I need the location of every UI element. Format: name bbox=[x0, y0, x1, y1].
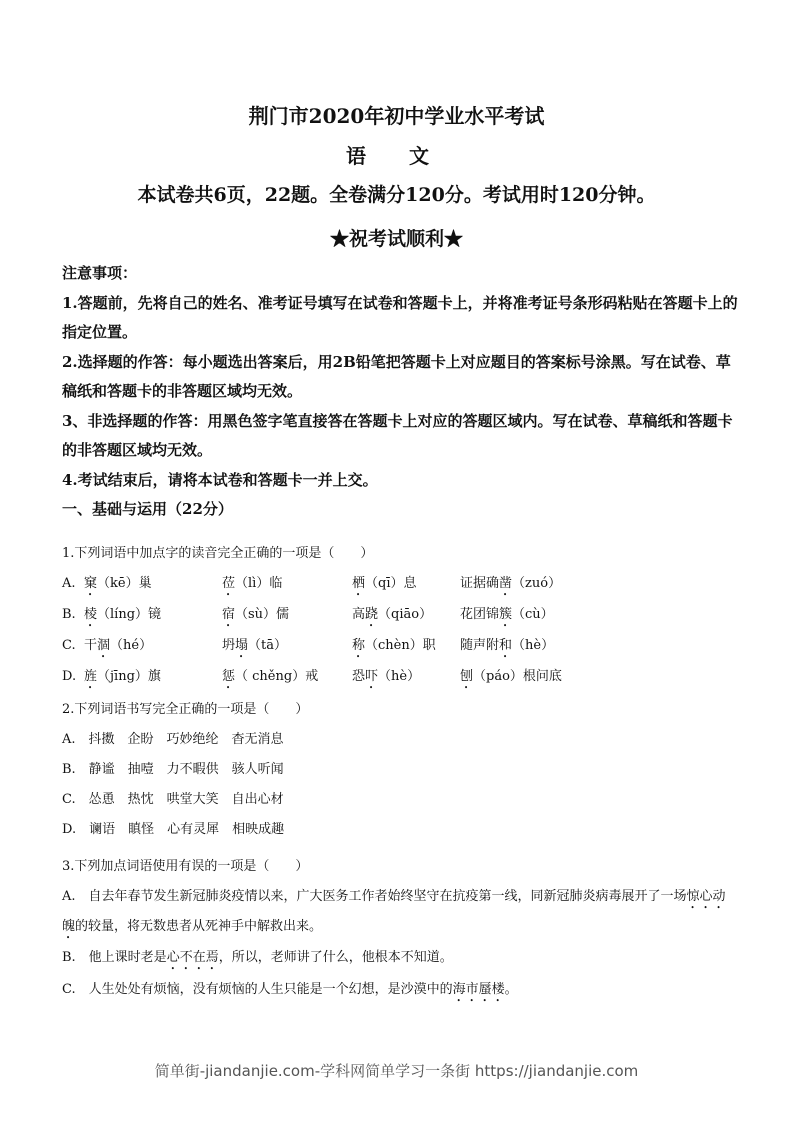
question-1 bbox=[62, 539, 732, 693]
dotted-char: 塌 bbox=[235, 638, 249, 653]
word-part: （hè） bbox=[378, 669, 421, 684]
dotted-char: 凿 bbox=[499, 576, 513, 591]
word-item bbox=[222, 662, 318, 692]
option-text: ，所以，老师讲了什么，他根本不知道。 bbox=[218, 950, 453, 965]
word-item bbox=[84, 569, 152, 599]
note-item: 1.答题前，先将自己的姓名、准考证号填写在试卷和答题卡上，并将准考证号条形码粘贴在答题卡上的指定位置。 bbox=[62, 293, 738, 341]
option-a bbox=[62, 882, 732, 942]
subject-title: 语 文 bbox=[346, 144, 447, 168]
word-item bbox=[84, 600, 161, 630]
word-part: （qiāo） bbox=[378, 607, 433, 622]
word-part: 证据确 bbox=[460, 576, 500, 591]
dotted-char: 簇 bbox=[499, 607, 513, 622]
word-part: （jīng）旗 bbox=[97, 669, 161, 684]
word-part: （kē）巢 bbox=[97, 576, 152, 591]
dotted-char: 窠 bbox=[84, 576, 98, 591]
dotted-char: 跷 bbox=[365, 607, 379, 622]
exam-info: 本试卷共6页，22题。全卷满分120分。考试用时120分钟。 bbox=[137, 184, 656, 206]
wish-line: ★祝考试顺利★ bbox=[329, 228, 463, 250]
option-label: C. bbox=[62, 638, 76, 653]
option-c: C. 怂恿 热忱 哄堂大笑 自出心材 bbox=[62, 792, 284, 807]
option-d: D. 谰语 瞋怪 心有灵犀 相映成趣 bbox=[62, 822, 285, 837]
option-b: B. 静谧 抽噎 力不暇供 骇人听闻 bbox=[62, 762, 284, 777]
option-row bbox=[62, 569, 732, 600]
option-row bbox=[62, 662, 732, 693]
option-text: A. 自去年春节发生新冠肺炎疫情以来，广大医务工作者始终坚守在抗疫第一线，同新冠肺炎病毒展开了一场 bbox=[62, 889, 687, 904]
option-text: B. 他上课时老是 bbox=[62, 950, 167, 965]
dotted-char: 刨 bbox=[460, 669, 474, 684]
word-item bbox=[352, 600, 432, 630]
word-part: （lì）临 bbox=[235, 576, 283, 591]
question-stem: 1.下列词语中加点字的读音完全正确的一项是（ ） bbox=[62, 546, 374, 561]
word-part: 干 bbox=[84, 638, 98, 653]
dotted-phrase: 海市蜃楼 bbox=[452, 982, 505, 997]
word-item bbox=[460, 600, 554, 630]
word-part: 恐 bbox=[352, 669, 366, 684]
notes-heading: 注意事项： bbox=[62, 264, 138, 282]
dotted-phrase: 心不在焉 bbox=[166, 950, 219, 965]
dotted-char: 栖 bbox=[352, 576, 366, 591]
dotted-char: 吓 bbox=[365, 669, 379, 684]
word-part: （líng）镜 bbox=[97, 607, 162, 622]
section-heading: 一、基础与运用（22分） bbox=[62, 500, 233, 518]
word-item bbox=[222, 569, 282, 599]
dotted-char: 涸 bbox=[97, 638, 111, 653]
dotted-char: 惩 bbox=[222, 669, 236, 684]
option-b bbox=[62, 942, 732, 974]
word-item bbox=[84, 662, 161, 692]
word-part: （sù）儒 bbox=[235, 607, 290, 622]
dotted-char: 宿 bbox=[222, 607, 236, 622]
word-part: （chèn）职 bbox=[365, 638, 436, 653]
word-part: （cù） bbox=[512, 607, 554, 622]
dotted-char: 棱 bbox=[84, 607, 98, 622]
word-item bbox=[222, 631, 287, 661]
word-item bbox=[222, 600, 289, 630]
note-item: 4.考试结束后，请将本试卷和答题卡一并上交。 bbox=[62, 470, 378, 489]
word-part: （tā） bbox=[248, 638, 288, 653]
option-row bbox=[62, 600, 732, 631]
notes bbox=[62, 259, 742, 525]
dotted-phrase: 惊心动魄 bbox=[62, 889, 726, 934]
dotted-char: 称 bbox=[352, 638, 366, 653]
word-item bbox=[460, 631, 554, 661]
word-part: （hé） bbox=[110, 638, 153, 653]
dotted-char: 旌 bbox=[84, 669, 98, 684]
dotted-char: 莅 bbox=[222, 576, 236, 591]
note-item: 3、非选择题的作答：用黑色签字笔直接答在答题卡上对应的答题区域内。写在试卷、草稿纸和答题卡的非答题区域均无效。 bbox=[62, 411, 733, 459]
word-part: （hè） bbox=[512, 638, 555, 653]
option-label: D. bbox=[62, 669, 77, 684]
note-item: 2.选择题的作答：每小题选出答案后，用2B铅笔把答题卡上对应题目的答案标号涂黑。写在试卷、草稿纸和答题卡的非答题区域均无效。 bbox=[62, 352, 731, 400]
option-text: 的较量，将无数患者从死神手中解救出来。 bbox=[75, 919, 323, 934]
question-stem: 3.下列加点词语使用有误的一项是（ ） bbox=[62, 859, 309, 874]
word-part: 高 bbox=[352, 607, 366, 622]
word-item bbox=[460, 569, 561, 599]
word-part: （páo）根问底 bbox=[473, 669, 562, 684]
question-3 bbox=[62, 852, 732, 1006]
word-part: （zuó） bbox=[512, 576, 562, 591]
question-2 bbox=[62, 695, 732, 845]
word-part: （qī）息 bbox=[365, 576, 417, 591]
option-c bbox=[62, 974, 732, 1006]
word-part: 花团锦 bbox=[460, 607, 500, 622]
option-row bbox=[62, 631, 732, 662]
option-text: 。 bbox=[504, 982, 518, 997]
word-item bbox=[460, 662, 562, 692]
word-item bbox=[352, 569, 417, 599]
footer-watermark: 简单街-jiandanjie.com-学科网简单学习一条街 https://jiandanjie.com bbox=[154, 1062, 639, 1080]
option-label: A. bbox=[62, 576, 76, 591]
option-a: A. 抖擞 企盼 巧妙绝纶 杳无消息 bbox=[62, 732, 284, 747]
word-part: 坍 bbox=[222, 638, 236, 653]
option-label: B. bbox=[62, 607, 76, 622]
word-part: 随声附 bbox=[460, 638, 500, 653]
question-stem: 2.下列词语书写完全正确的一项是（ ） bbox=[62, 702, 309, 717]
word-part: （ chěng）戒 bbox=[235, 669, 319, 684]
word-item bbox=[352, 631, 436, 661]
option-text: C. 人生处处有烦恼，没有烦恼的人生只能是一个幻想，是沙漠中的 bbox=[62, 982, 453, 997]
word-item bbox=[84, 631, 152, 661]
dotted-char: 和 bbox=[499, 638, 513, 653]
exam-title: 荆门市2020年初中学业水平考试 bbox=[248, 104, 545, 128]
word-item bbox=[352, 662, 420, 692]
